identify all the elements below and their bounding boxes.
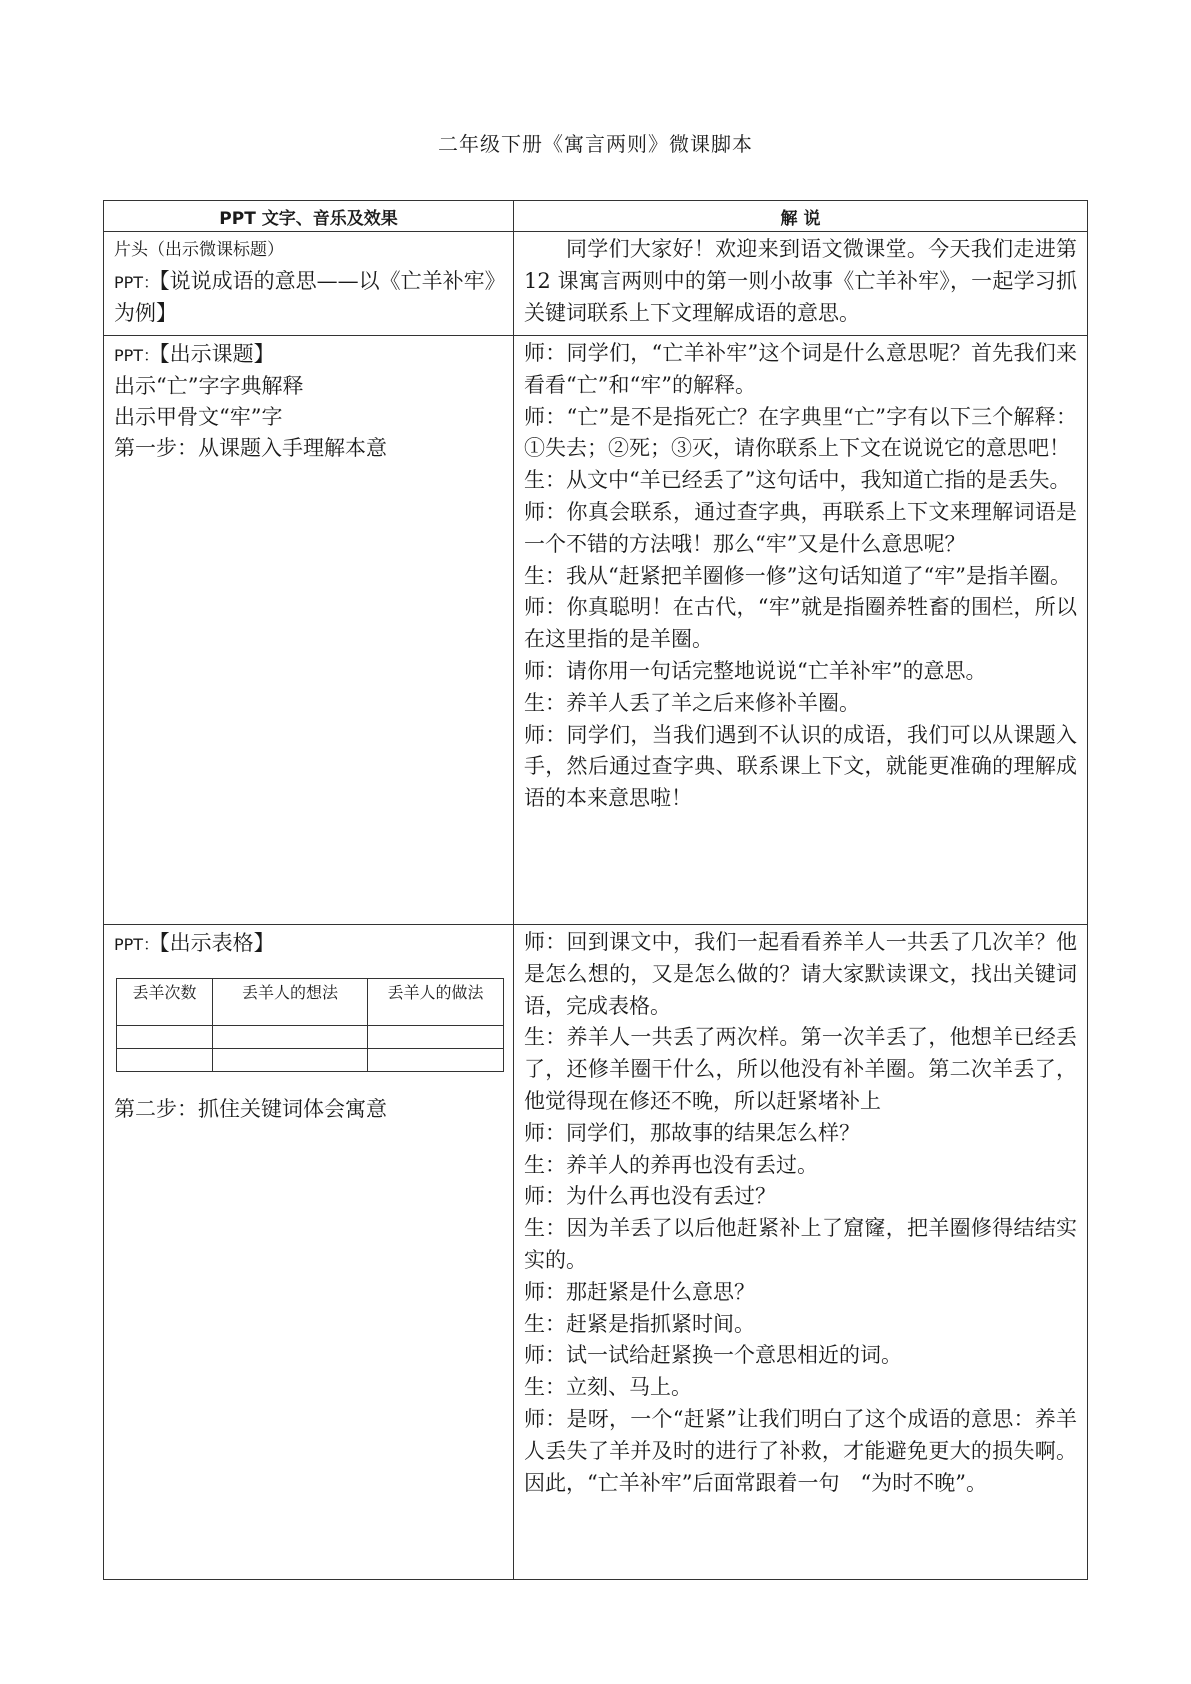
dialogue-line: 生：养羊人一共丢了两次样。第一次羊丢了，他想羊已经丢了，还修羊圈干什么，所以他没有补羊圈。第二次羊丢了，他觉得现在修还不晚，所以赶紧堵补上 [524,1025,1077,1113]
blank-worksheet-table [116,978,504,1072]
dialogue-line: 生：因为羊丢了以后他赶紧补上了窟窿，把羊圈修得结结实实的。 [524,1216,1077,1272]
row3-right [514,925,1088,1580]
inner-header-thought: 丢羊人的想法 [213,979,368,1026]
dialogue-line: 师：试一试给赶紧换一个意思相近的词。 [524,1343,902,1368]
row2-left [104,336,514,925]
row1-left-line1: 片头（出示微课标题） [114,240,284,260]
row2-ppt-tag: PPT： [114,346,160,365]
row1-right-text: 同学们大家好！欢迎来到语文微课堂。今天我们走进第 12 课寓言两则中的第一则小故事《亡羊补牢》，一起学习抓关键词联系上下文理解成语的意思。 [524,237,1077,325]
dialogue-line: 师：那赶紧是什么意思？ [524,1279,755,1304]
dialogue-line: 生：养羊人的养再也没有丢过。 [524,1152,818,1177]
inner-header-row [117,979,504,1026]
row2-right [514,336,1088,925]
script-table [103,200,1088,1580]
row-step2 [104,925,1088,1580]
row1-ppt-tag: PPT： [114,273,160,292]
row3-ppt-tag: PPT： [114,935,160,954]
dialogue-line: 师：你真聪明！在古代，“牢”就是指圈养牲畜的围栏，所以在这里指的是羊圈。 [524,595,1077,652]
dialogue-line: 生：我从“赶紧把羊圈修一修”这句话知道了“牢”是指羊圈。 [524,563,1071,588]
header-left: PPT 文字、音乐及效果 [104,201,514,232]
row1-left-line2: 【说说成语的意思——以《亡羊补牢》为例】 [114,269,496,325]
row2-left-line3: 出示甲骨文“牢”字 [114,405,283,429]
dialogue-line: 师：同学们，“亡羊补牢”这个词是什么意思呢？首先我们来看看“亡”和“牢”的解释。 [524,341,1077,397]
inner-empty-row [117,1049,504,1072]
dialogue-line: 生：立刻、马上。 [524,1375,692,1400]
dialogue-line: 生：养羊人丢了羊之后来修补羊圈。 [524,690,860,715]
inner-header-action: 丢羊人的做法 [368,979,504,1026]
row3-left [104,925,514,1580]
dialogue-line: 师：“亡”是不是指死亡？在字典里“亡”字有以下三个解释：①失去；②死；③灭，请你联系上下文在说说它的意思吧！ [524,404,1077,461]
inner-header-count: 丢羊次数 [117,979,213,1026]
row2-left-line2: 出示“亡”字字典解释 [114,374,304,398]
header-row [104,201,1088,232]
row2-left-line1: 【出示课题】 [159,342,275,366]
dialogue-line: 师：是呀，一个“赶紧”让我们明白了这个成语的意思：养羊人丢失了羊并及时的进行了补救，才能避免更大的损失啊。因此，“亡羊补牢”后面常跟着一句 “为时不晚”。 [524,1406,1077,1495]
row1-right [514,232,1088,336]
row-title [104,232,1088,336]
row2-left-line4: 第一步：从课题入手理解本意 [114,436,387,460]
inner-empty-row [117,1026,504,1049]
dialogue-line: 师：同学们，那故事的结果怎么样？ [524,1120,860,1145]
row-step1 [104,336,1088,925]
row3-left-line2: 第二步：抓住关键词体会寓意 [114,1097,387,1121]
row1-left [104,232,514,336]
header-right: 解 说 [514,201,1088,232]
dialogue-line: 师：请你用一句话完整地说说“亡羊补牢”的意思。 [524,658,987,683]
row3-left-line1: 【出示表格】 [159,931,275,955]
document-title: 二年级下册《寓言两则》微课脚本 [438,132,753,156]
dialogue-line: 师：回到课文中，我们一起看看养羊人一共丢了几次羊？他是怎么想的，又是怎么做的？请大家默读课文，找出关键词语，完成表格。 [524,930,1077,1018]
dialogue-line: 师：为什么再也没有丢过？ [524,1184,776,1209]
dialogue-line: 师：你真会联系，通过查字典，再联系上下文来理解词语是一个不错的方法哦！那么“牢”又是什么意思呢？ [524,499,1077,556]
dialogue-line: 生：从文中“羊已经丢了”这句话中，我知道亡指的是丢失。 [524,468,1071,493]
dialogue-line: 师：同学们，当我们遇到不认识的成语，我们可以从课题入手，然后通过查字典、联系课上下文，就能更准确的理解成语的本来意思啦！ [524,722,1077,811]
dialogue-line: 生：赶紧是指抓紧时间。 [524,1311,755,1336]
